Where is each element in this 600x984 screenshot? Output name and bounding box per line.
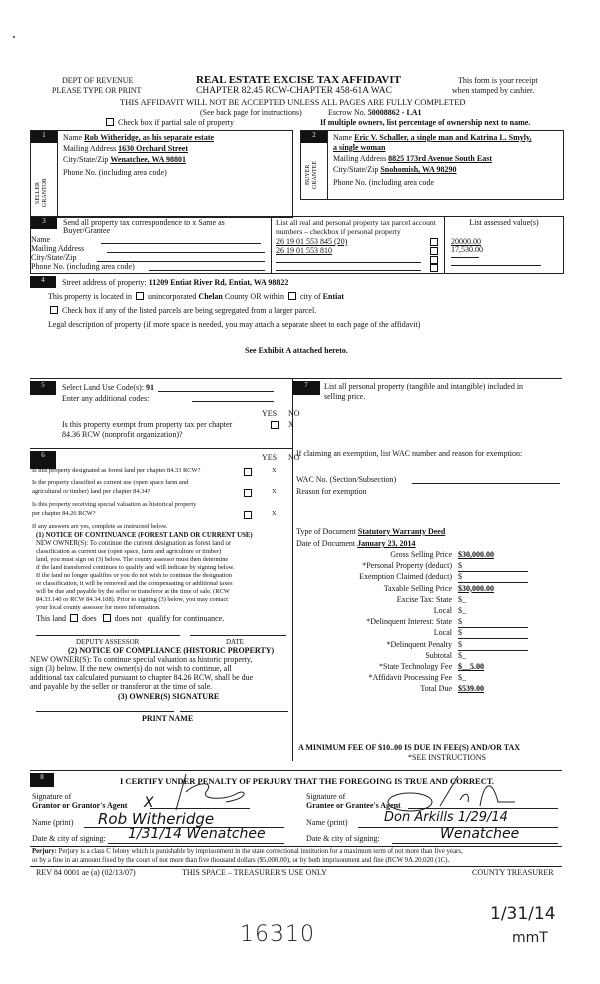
located-prefix: This property is located in bbox=[48, 292, 132, 301]
section-6-number: 6 bbox=[30, 451, 56, 469]
correspondence-address-field[interactable] bbox=[107, 252, 265, 253]
notice-line: your local county assessor for more information. bbox=[36, 604, 161, 611]
completion-warning: THIS AFFIDAVIT WILL NOT BE ACCEPTED UNLESS ALL PAGES ARE FULLY COMPLETED bbox=[120, 97, 466, 107]
notice-line: or classification, it will be removed and the compensating or additional taxes bbox=[36, 580, 233, 587]
multiple-owners-note: If multiple owners, list percentage of ownership next to name. bbox=[320, 118, 531, 127]
receipt-note-2: when stamped by cashier. bbox=[452, 86, 535, 95]
county-value[interactable]: Chelan bbox=[198, 292, 223, 301]
historical-yes-checkbox[interactable] bbox=[244, 511, 252, 519]
parcel-number-field[interactable] bbox=[276, 255, 421, 263]
current-use-yes-checkbox[interactable] bbox=[244, 489, 252, 497]
tax-row-value[interactable]: $ bbox=[458, 617, 528, 628]
tax-row-label: *Affidavit Processing Fee bbox=[368, 673, 452, 683]
yes-header: YES bbox=[262, 409, 278, 418]
seller-name-value[interactable]: Rob Witheridge, as his separate estate bbox=[84, 133, 215, 142]
exempt-no-answer[interactable]: X bbox=[288, 420, 294, 429]
tax-row-label: Taxable Selling Price bbox=[383, 583, 452, 593]
buyer-phone-label[interactable]: Phone No. (including area code bbox=[333, 178, 435, 187]
historical-question: Is this property receiving special valuation as historical property bbox=[32, 501, 197, 508]
owner-signature-title: (3) OWNER(S) SIGNATURE bbox=[118, 692, 220, 701]
location-row bbox=[48, 292, 344, 302]
forest-land-question: Is this property designated as forest land per chapter 84.33 RCW? bbox=[32, 467, 201, 474]
tax-row-label: Total Due bbox=[420, 684, 452, 694]
forest-land-no-answer[interactable]: X bbox=[272, 467, 277, 474]
grantor-date-city-label: Date & city of signing: bbox=[32, 834, 106, 843]
tax-row-value[interactable]: $30,000.00 bbox=[458, 550, 494, 559]
tax-row-value[interactable]: $_ bbox=[458, 594, 466, 604]
grantee-date-city-field[interactable] bbox=[392, 843, 558, 844]
personal-property-checkbox[interactable] bbox=[430, 238, 438, 246]
street-address-value[interactable]: 11209 Entiat River Rd, Entiat, WA 98822 bbox=[148, 278, 289, 287]
personal-property-checkbox[interactable] bbox=[430, 247, 438, 255]
parcel-row bbox=[276, 263, 436, 272]
parcel-number[interactable]: 26 19 01 553 810 bbox=[276, 246, 332, 255]
owner-signature-field[interactable] bbox=[36, 711, 174, 712]
tax-row-value[interactable]: $ bbox=[458, 572, 528, 583]
notice-line: and payable by the seller or transferor at the time of sale. bbox=[30, 682, 213, 691]
notice-line: will be due and payable by the seller or transferor at the time of sale. (RCW bbox=[36, 588, 230, 595]
tax-row-label: *State Technology Fee bbox=[378, 662, 452, 671]
grantee-date-city-handwritten: Wenatchee bbox=[440, 826, 520, 842]
grantor-name-handwritten: Rob Witheridge bbox=[98, 810, 215, 828]
yes-header: YES bbox=[262, 453, 278, 462]
scan-speck bbox=[13, 36, 15, 38]
tax-row-value[interactable]: $_ bbox=[458, 606, 466, 615]
does-not-label: does not bbox=[114, 614, 142, 623]
tax-row-label: Local bbox=[433, 606, 452, 615]
land-use-label: Select Land Use Code(s): bbox=[62, 383, 144, 392]
section-7-number: 7 bbox=[292, 381, 320, 395]
city-value[interactable]: Entiat bbox=[322, 292, 345, 301]
deputy-assessor-signature-field[interactable] bbox=[36, 635, 180, 636]
seller-city-label: City/State/Zip bbox=[63, 155, 109, 164]
see-back-note: (See back page for instructions) bbox=[200, 108, 302, 117]
personal-property-label: List all personal property (tangible and intangible) included in bbox=[324, 382, 524, 391]
tax-row-value[interactable]: $_ bbox=[458, 673, 466, 683]
legal-description-label: Legal description of property (if more space is needed, you may attach a separate sheet to each page of the affidavit) bbox=[48, 320, 421, 329]
exempt-yes-checkbox[interactable] bbox=[271, 421, 279, 429]
section-3-correspondence bbox=[30, 216, 564, 274]
no-header: NO bbox=[288, 409, 300, 418]
perjury-label: Perjury: bbox=[32, 848, 57, 855]
print-name-label: PRINT NAME bbox=[142, 714, 194, 723]
buyer-address-label: Mailing Address bbox=[333, 154, 387, 163]
tax-row-value[interactable]: $ bbox=[458, 561, 528, 572]
tax-row-label: *Personal Property (deduct) bbox=[362, 561, 452, 571]
correspondence-city-label: City/State/Zip bbox=[31, 253, 77, 262]
grantee-date-city-label: Date & city of signing: bbox=[306, 834, 380, 843]
minimum-fee-note: A MINIMUM FEE OF $10..00 IS DUE IN FEE(S) AND/OR TAX bbox=[298, 743, 521, 752]
no-header: NO bbox=[288, 453, 300, 462]
grantee-signature-label-2: Grantee or Grantee's Agent bbox=[306, 801, 401, 810]
seller-city-value[interactable]: Wenatchee, WA 98801 bbox=[110, 155, 186, 164]
buyer-name-value[interactable]: Eric V. Schaller, a single man and Katrina L. Smyly, bbox=[354, 133, 532, 142]
does-label: does bbox=[82, 614, 97, 623]
segregated-checkbox[interactable] bbox=[50, 306, 58, 314]
parcel-number-field[interactable] bbox=[276, 263, 421, 271]
seller-grantor-label: SELLER GRANTOR bbox=[35, 178, 48, 208]
section-1-seller bbox=[30, 130, 293, 218]
parcel-header: List all real and personal property tax parcel account numbers – checkbox if personal property bbox=[276, 218, 436, 236]
receipt-note-1: This form is your receipt bbox=[458, 76, 538, 85]
forest-land-yes-checkbox[interactable] bbox=[244, 468, 252, 476]
grantor-date-city-field[interactable] bbox=[108, 843, 284, 844]
section-5-number: 5 bbox=[30, 381, 56, 395]
grantor-signature bbox=[156, 772, 266, 812]
assessed-header: List assessed value(s) bbox=[469, 218, 539, 227]
does-checkbox[interactable] bbox=[70, 614, 78, 622]
grantor-x-mark: X bbox=[144, 795, 154, 811]
tax-row-value[interactable]: $ bbox=[458, 640, 528, 651]
additional-codes-label: Enter any additional codes: bbox=[62, 394, 150, 403]
section-4-number: 4 bbox=[30, 276, 56, 288]
this-land-label: This land bbox=[36, 614, 66, 623]
assessor-date-label: DATE bbox=[226, 638, 244, 646]
unincorporated-label: unincorporated bbox=[147, 292, 197, 301]
notice-line: additional tax calculated pursuant to chapter 84.26 RCW, shall be due bbox=[30, 673, 254, 682]
perjury-text: Perjury is a class C felony which is punishable by imprisonment in the state correctional institution for a maximum term of not more than five years, bbox=[58, 848, 463, 855]
buyer-grantee-label: BUYER GRANTEE bbox=[305, 161, 318, 189]
city-of-checkbox[interactable] bbox=[288, 292, 296, 300]
buyer-city-value[interactable]: Snohomish, WA 98290 bbox=[380, 165, 457, 174]
assessed-value-field[interactable] bbox=[451, 265, 541, 266]
form-title: REAL ESTATE EXCISE TAX AFFIDAVIT bbox=[196, 74, 401, 86]
doc-type-value[interactable]: Statutory Warranty Deed bbox=[357, 527, 446, 536]
dept-of-revenue: DEPT OF REVENUE bbox=[62, 76, 134, 85]
escrow-number bbox=[328, 108, 422, 118]
form-chapter: CHAPTER 82.45 RCW-CHAPTER 458-61A WAC bbox=[196, 86, 392, 96]
additional-codes-field[interactable] bbox=[192, 401, 274, 402]
tax-row-label: Local bbox=[433, 628, 452, 638]
current-use-question: Is the property classified as current use (open space farm and bbox=[32, 479, 189, 486]
buyer-address-value[interactable]: 8825 173rd Avenue South East bbox=[388, 154, 492, 163]
certify-statement: I CERTIFY UNDER PENALTY OF PERJURY THAT THE FOREGOING IS TRUE AND CORRECT. bbox=[120, 776, 495, 786]
segregated-row bbox=[48, 306, 316, 316]
correspondence-phone-field[interactable] bbox=[149, 270, 265, 271]
partial-sale-checkbox[interactable] bbox=[106, 118, 114, 126]
section-6-designations bbox=[30, 448, 300, 761]
notice-line: If the land no longer qualifies or you do not wish to continue the designation bbox=[36, 572, 232, 579]
tax-row-label: Exemption Claimed (deduct) bbox=[359, 572, 452, 582]
section-3-number: 3 bbox=[31, 217, 57, 229]
notice-line: if the land transferred continues to qualify and will indicate by signing below. bbox=[36, 564, 235, 571]
buyer-name-label: Name bbox=[333, 133, 353, 142]
legal-description-value[interactable]: See Exhibit A attached hereto. bbox=[245, 346, 348, 355]
qualify-label: qualify for continuance. bbox=[147, 614, 225, 623]
seller-address-label: Mailing Address bbox=[63, 144, 117, 153]
notice-line: NEW OWNER(S): To continue the current designation as forest land or bbox=[36, 540, 232, 547]
form-revision: REV 84 0001 ae (a) (02/13/07) bbox=[36, 868, 136, 877]
correspondence-name-field[interactable] bbox=[101, 243, 261, 244]
current-use-no-answer[interactable]: X bbox=[272, 488, 277, 495]
see-instructions-note: *SEE INSTRUCTIONS bbox=[408, 753, 487, 762]
section-2-number: 2 bbox=[301, 131, 327, 143]
if-yes-instructions: If any answers are yes, complete as instructed below. bbox=[32, 523, 168, 530]
historical-no-answer[interactable]: X bbox=[272, 510, 277, 517]
tax-row-label: *Delinquent Interest: State bbox=[366, 617, 452, 627]
section-1-number: 1 bbox=[31, 131, 57, 143]
exempt-question: Is this property exempt from property tax per chapter bbox=[62, 420, 233, 429]
doc-type-label: Type of Document bbox=[296, 527, 356, 536]
grantor-date-city-handwritten: 1/31/14 Wenatchee bbox=[128, 826, 266, 842]
unincorporated-checkbox[interactable] bbox=[136, 292, 144, 300]
owner-signature-field[interactable] bbox=[180, 711, 288, 712]
reason-label: Reason for exemption bbox=[296, 487, 367, 496]
handwritten-date: 1/31/14 bbox=[490, 904, 556, 924]
grantee-signature-label-1: Signature of bbox=[306, 792, 346, 801]
county-or-label: County OR within bbox=[224, 292, 284, 301]
county-treasurer-label: COUNTY TREASURER bbox=[472, 868, 554, 877]
grantee-signature bbox=[380, 772, 520, 812]
notice-line: sign (3) below. If the new owner(s) do not wish to continue, all bbox=[30, 664, 232, 673]
doc-date-value[interactable]: January 23, 2014 bbox=[357, 539, 416, 548]
tax-row-value[interactable]: $ bbox=[458, 628, 528, 639]
tax-row-label: Gross Selling Price bbox=[390, 550, 452, 559]
personal-property-checkbox[interactable] bbox=[430, 264, 438, 272]
send-correspondence-text-2: Buyer/Grantee bbox=[63, 226, 111, 235]
grantee-name-handwritten: Don Arkills 1/29/14 bbox=[384, 810, 508, 825]
tax-row-label: Subtotal bbox=[425, 650, 452, 660]
wac-label: WAC No. (Section/Subsection) bbox=[296, 475, 397, 484]
notice-line: NEW OWNER(S): To continue special valuation as historic property, bbox=[30, 655, 253, 664]
grantor-signature-label-2: Grantor or Grantor's Agent bbox=[32, 801, 128, 810]
doc-date-label: Date of Document bbox=[296, 539, 356, 548]
buyer-city-label: City/State/Zip bbox=[333, 165, 379, 174]
tax-row-value[interactable]: $539.00 bbox=[458, 684, 484, 694]
personal-property-label-2: selling price. bbox=[324, 392, 366, 401]
continuance-row bbox=[36, 614, 224, 624]
exempt-question-2: 84.36 RCW (nonprofit organization)? bbox=[62, 430, 183, 439]
partial-sale-label: Check box if partial sale of property bbox=[118, 118, 234, 127]
current-use-question-2: agricultural or timber) land per chapter 84.34? bbox=[32, 488, 151, 495]
assessor-date-field[interactable] bbox=[190, 635, 286, 636]
street-address-label: Street address of property: bbox=[62, 278, 147, 287]
notice-line: 84.33.140 or RCW 84.34.108). Prior to signing (3) below, you may contact bbox=[36, 596, 229, 603]
parcel-number[interactable]: 26 19 01 553 845 (20) bbox=[276, 237, 348, 246]
assessed-value[interactable]: 17,530.00 bbox=[451, 245, 483, 254]
buyer-name-value-2[interactable]: a single woman bbox=[333, 143, 386, 152]
correspondence-phone-label: Phone No. (including area code) bbox=[31, 262, 135, 271]
treasurer-use-only: THIS SPACE – TREASURER'S USE ONLY bbox=[182, 868, 327, 877]
seller-phone-label[interactable]: Phone No. (including area code) bbox=[63, 168, 167, 177]
escrow-label: Escrow No. bbox=[328, 108, 366, 117]
tax-row-value[interactable]: $30,000.00 bbox=[458, 583, 494, 593]
assessed-value-field[interactable] bbox=[451, 257, 479, 258]
send-correspondence-text: Send all property tax correspondence to x Same as bbox=[63, 218, 225, 227]
seller-address-value[interactable]: 1630 Orchard Street bbox=[118, 144, 189, 153]
section-7-personal-property bbox=[292, 378, 562, 449]
type-or-print: PLEASE TYPE OR PRINT bbox=[52, 86, 142, 95]
perjury-notice bbox=[32, 848, 463, 856]
exemption-label: If claiming an exemption, list WAC number and reason for exemption: bbox=[296, 449, 523, 458]
notice-continuance-title: (1) NOTICE OF CONTINUANCE (FOREST LAND OR CURRENT USE) bbox=[36, 532, 253, 539]
grantor-name-print-label: Name (print) bbox=[32, 818, 74, 827]
section-2-buyer bbox=[300, 130, 564, 200]
assessed-value[interactable]: 20000.00 bbox=[451, 237, 481, 246]
partial-sale-row bbox=[104, 118, 234, 128]
land-use-value[interactable]: 91 bbox=[145, 383, 154, 392]
section-8-number: 8 bbox=[30, 773, 54, 787]
city-of-label: city of bbox=[300, 292, 321, 301]
question-row bbox=[32, 467, 200, 475]
deputy-assessor-label: DEPUTY ASSESSOR bbox=[76, 638, 140, 646]
does-not-checkbox[interactable] bbox=[103, 614, 111, 622]
perjury-text-2: or by a fine in an amount fixed by the court of not more than five thousand dollars ($5,000.00), or by both imprisonment and fine (RCW 9A.20.020 (1C). bbox=[32, 857, 450, 864]
handwritten-initials: mmT bbox=[512, 930, 548, 946]
notice-line: land, you must sign on (3) below. The county assessor must then determine bbox=[36, 556, 229, 563]
tax-row-value[interactable]: $__5.00 bbox=[458, 662, 484, 671]
historical-question-2: per chapter 84.26 RCW? bbox=[32, 510, 96, 517]
grantee-name-print-label: Name (print) bbox=[306, 818, 348, 827]
seller-name-label: Name bbox=[63, 133, 83, 142]
notice-line: classification as current use (open space, farm and agriculture or timber) bbox=[36, 548, 222, 555]
tax-row-value[interactable]: $_ bbox=[458, 650, 466, 660]
handwritten-number: 16310 bbox=[240, 922, 315, 947]
tax-row-label: Excise Tax: State bbox=[396, 594, 452, 604]
segregated-label: Check box if any of the listed parcels are being segregated from a larger parcel. bbox=[62, 306, 317, 315]
wac-field[interactable] bbox=[412, 483, 560, 484]
notice-compliance-title: (2) NOTICE OF COMPLIANCE (HISTORIC PROPERTY) bbox=[68, 646, 275, 655]
escrow-value: 50008862 - LA1 bbox=[367, 108, 422, 117]
section-7-tax-calc bbox=[292, 448, 562, 760]
section-5-land-use bbox=[30, 378, 300, 449]
correspondence-address-label: Mailing Address bbox=[31, 244, 85, 253]
tax-row-label: *Delinquent Penalty bbox=[386, 639, 452, 649]
correspondence-name-label: Name bbox=[31, 235, 51, 244]
grantor-signature-label-1: Signature of bbox=[32, 792, 72, 801]
